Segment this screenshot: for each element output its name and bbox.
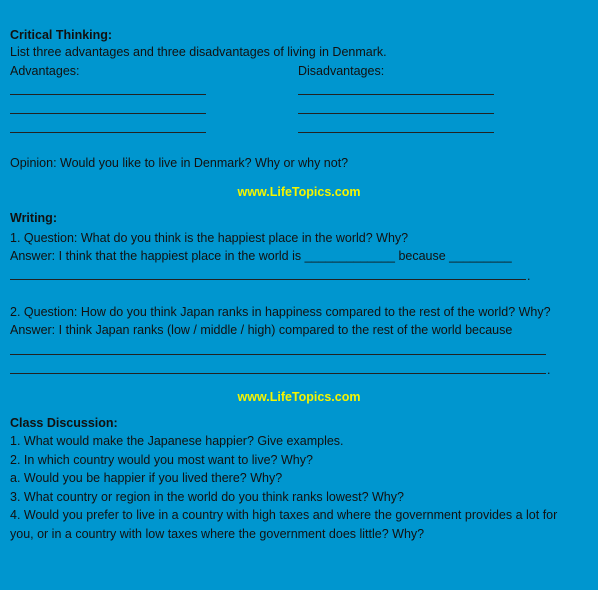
writing-answer-2: Answer: I think Japan ranks (low / middle / high) compared to the rest of the world because	[10, 323, 513, 337]
writing-question-1: 1. Question: What do you think is the happiest place in the world? Why?	[10, 231, 409, 245]
advantage-blank-1	[10, 94, 206, 95]
opinion-question: Opinion: Would you like to live in Denmark? Why or why not?	[10, 156, 349, 170]
answer-2-period: .	[547, 363, 551, 377]
website-link-2[interactable]: www.LifeTopics.com	[237, 390, 361, 404]
answer-1-blank	[10, 279, 526, 280]
disadvantage-blank-3	[298, 132, 494, 133]
discussion-item: 4. Would you prefer to live in a country with high taxes and where the government provides a lot for	[10, 508, 558, 522]
disadvantage-blank-2	[298, 113, 494, 114]
writing-question-2: 2. Question: How do you think Japan ranks in happiness compared to the rest of the world? Why?	[10, 305, 551, 319]
class-discussion-heading: Class Discussion:	[10, 416, 118, 430]
discussion-item: 1. What would make the Japanese happier? Give examples.	[10, 434, 344, 448]
answer-2-blank-1	[10, 354, 546, 355]
website-link-1[interactable]: www.LifeTopics.com	[237, 185, 361, 199]
discussion-item: 2. In which country would you most want to live? Why?	[10, 453, 313, 467]
advantage-blank-3	[10, 132, 206, 133]
discussion-item: 3. What country or region in the world do you think ranks lowest? Why?	[10, 490, 404, 504]
disadvantages-label: Disadvantages:	[298, 64, 385, 78]
answer-1-period: .	[527, 269, 531, 283]
discussion-item: a. Would you be happier if you lived there? Why?	[10, 471, 283, 485]
writing-heading: Writing:	[10, 211, 57, 225]
writing-answer-1: Answer: I think that the happiest place in the world is _____________ because _________	[10, 249, 512, 263]
advantage-blank-2	[10, 113, 206, 114]
disadvantage-blank-1	[298, 94, 494, 95]
advantages-label: Advantages:	[10, 64, 80, 78]
critical-thinking-heading: Critical Thinking:	[10, 28, 113, 42]
discussion-item: you, or in a country with low taxes where the government does little? Why?	[10, 527, 425, 541]
critical-prompt: List three advantages and three disadvantages of living in Denmark.	[10, 45, 387, 59]
answer-2-blank-2	[10, 373, 546, 374]
